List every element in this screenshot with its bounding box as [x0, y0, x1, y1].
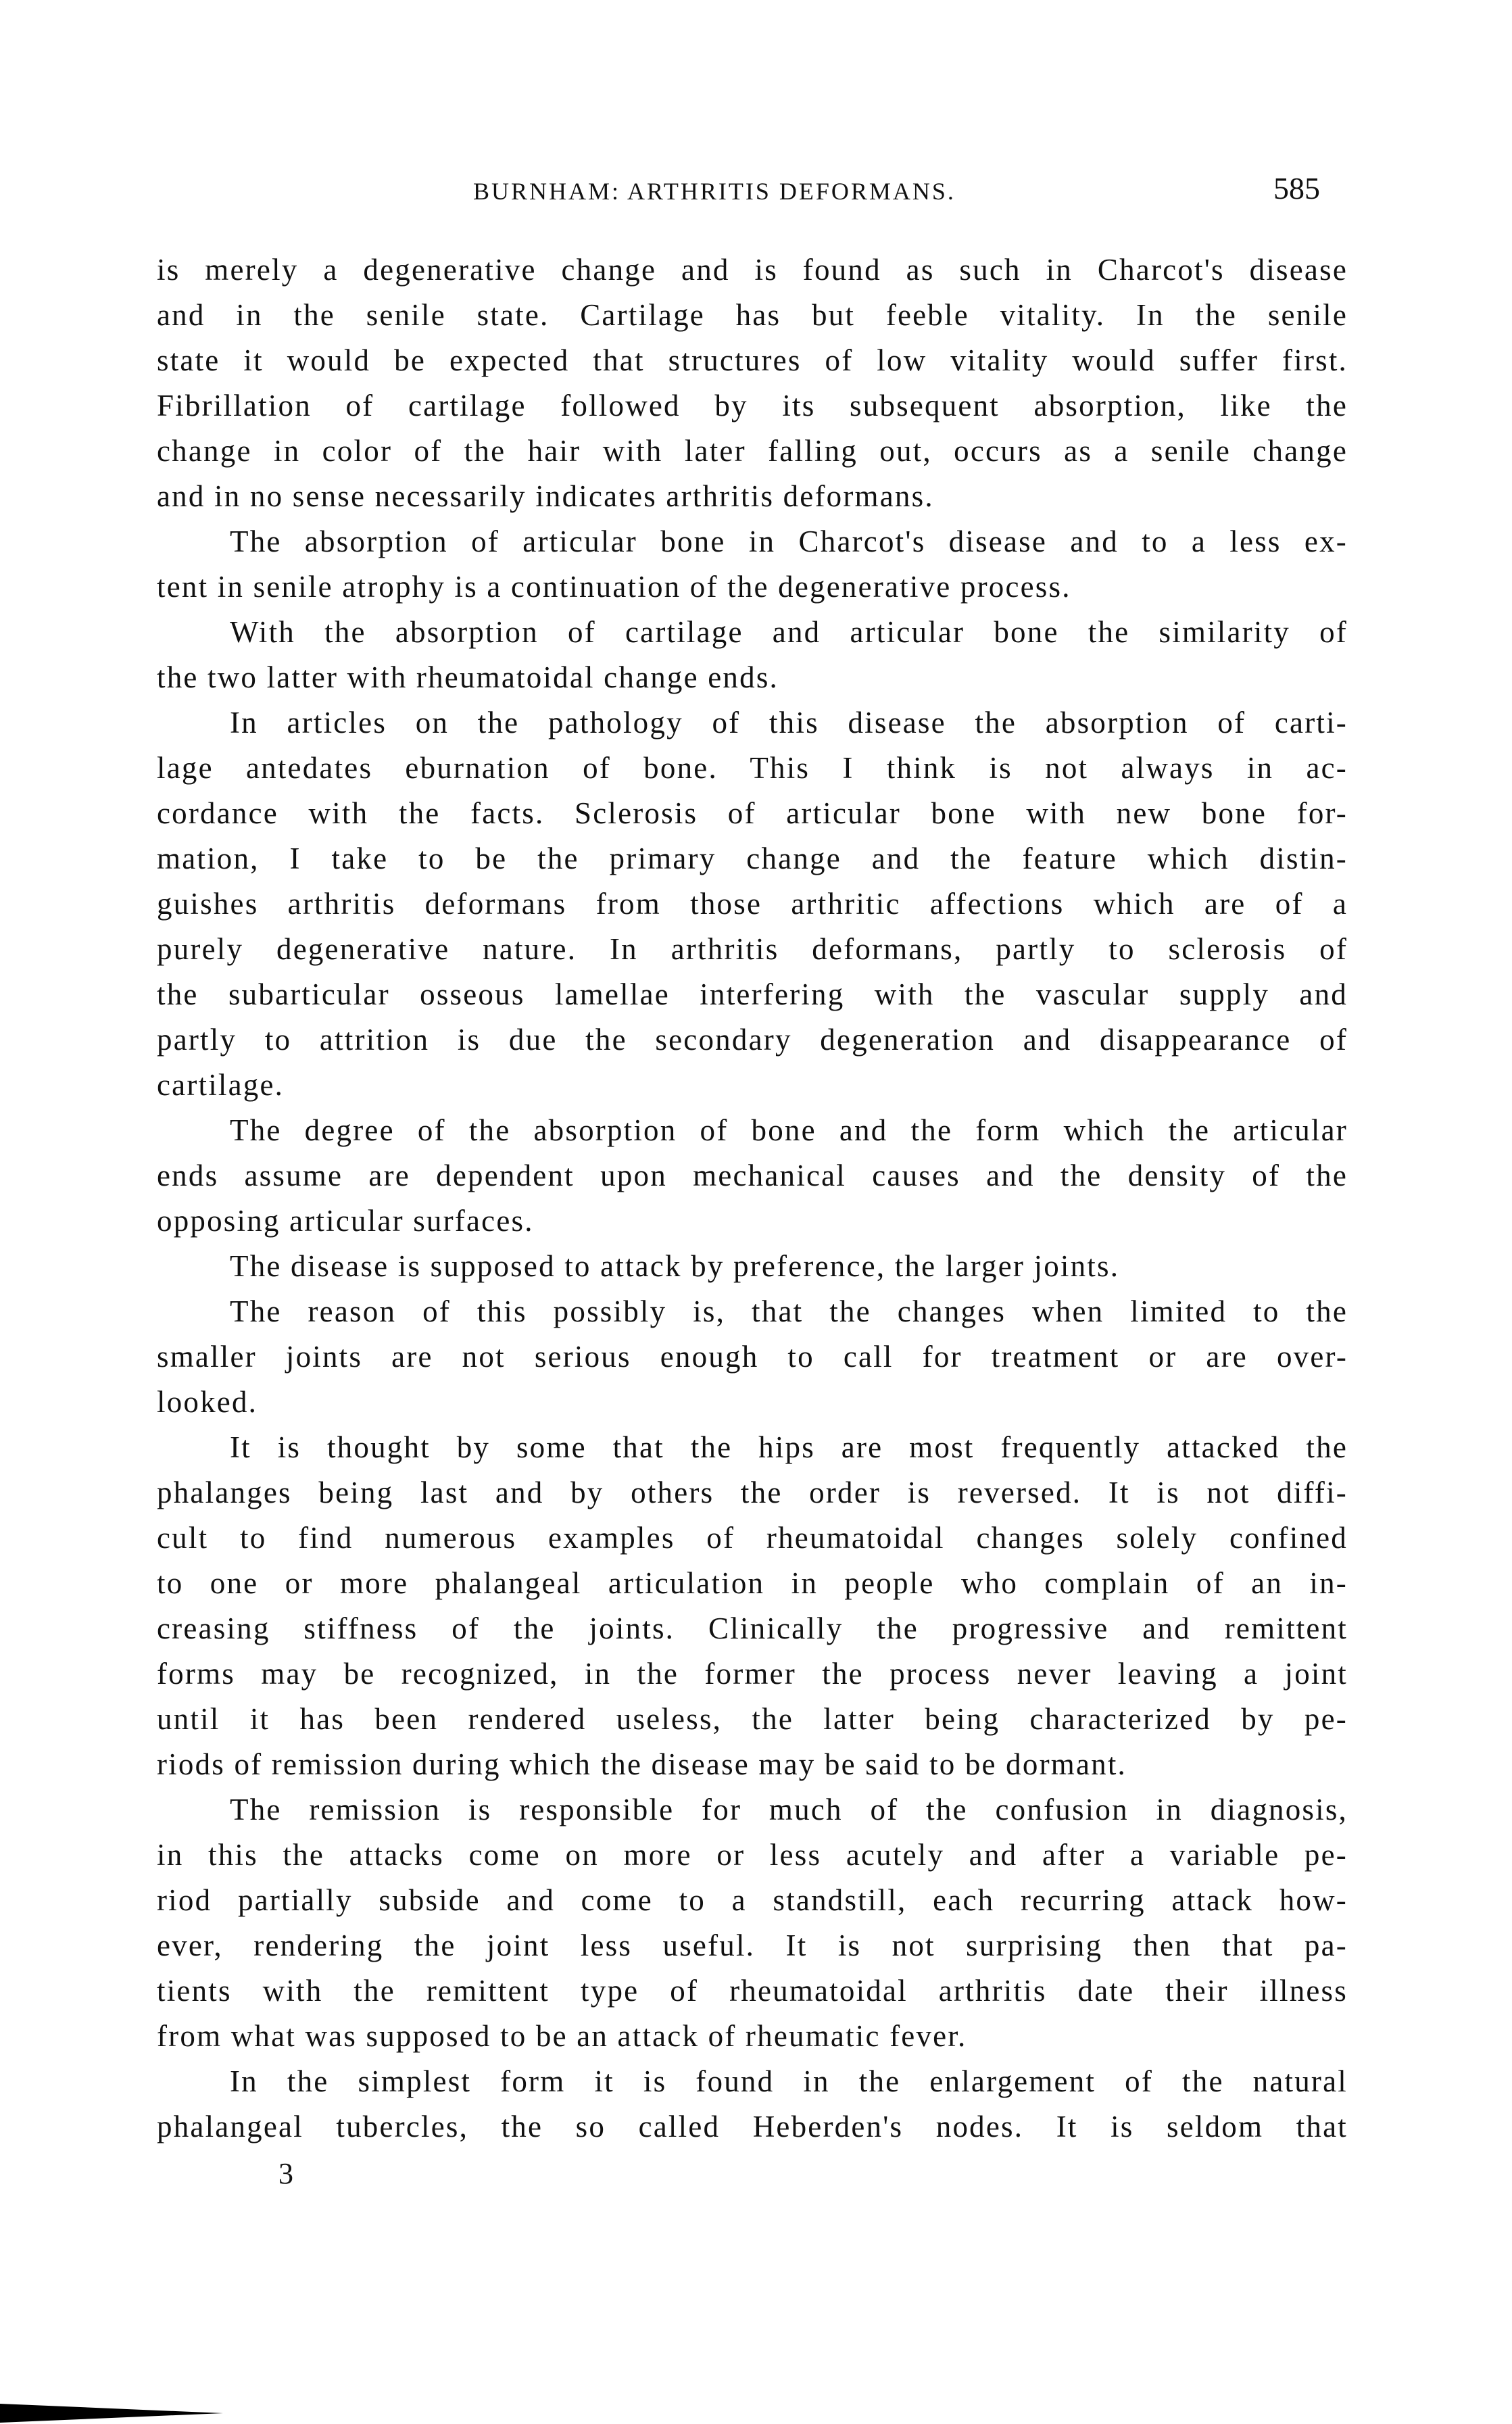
text-line: looked. — [157, 1385, 258, 1419]
paragraph — [157, 610, 1348, 700]
text-line: and in no sense necessarily indicates arthritis deformans. — [157, 479, 934, 513]
text-line: is merely a degenerative change and is found as such in Charcot's disease — [157, 253, 1348, 287]
text-line: opposing articular surfaces. — [157, 1204, 534, 1238]
body-text — [157, 247, 1348, 2150]
text-line: from what was supposed to be an attack of rheumatic fever. — [157, 2019, 967, 2053]
text-line: cartilage. — [157, 1068, 285, 1102]
text-line: purely degenerative nature. In arthritis deformans, partly to sclerosis of — [157, 932, 1348, 966]
text-line: partly to attrition is due the secondary degeneration and disappearance of — [157, 1023, 1348, 1057]
paragraph — [157, 1108, 1348, 1244]
paragraph — [157, 700, 1348, 1108]
text-line: the two latter with rheumatoidal change ends. — [157, 660, 779, 694]
paragraph — [157, 247, 1348, 519]
text-line: state it would be expected that structures of low vitality would suffer first. — [157, 343, 1348, 377]
paragraph — [157, 1289, 1348, 1425]
text-line: The degree of the absorption of bone and the form which the articular — [230, 1113, 1348, 1147]
text-line: riod partially subside and come to a standstill, each recurring attack how- — [157, 1883, 1348, 1917]
text-line: riods of remission during which the disease may be said to be dormant. — [157, 1747, 1127, 1781]
text-line: smaller joints are not serious enough to call for treatment or are over- — [157, 1340, 1348, 1374]
text-line: in this the attacks come on more or less acutely and after a variable pe- — [157, 1838, 1348, 1872]
text-line: change in color of the hair with later falling out, occurs as a senile change — [157, 434, 1348, 468]
signature-mark: 3 — [278, 2157, 293, 2190]
text-line: until it has been rendered useless, the latter being characterized by pe- — [157, 1702, 1348, 1736]
paragraph — [157, 1244, 1348, 1289]
text-line: to one or more phalangeal articulation in people who complain of an in- — [157, 1566, 1348, 1600]
text-line: The reason of this possibly is, that the changes when limited to the — [230, 1294, 1348, 1328]
text-line: The remission is responsible for much of the confusion in diagnosis, — [230, 1793, 1348, 1826]
text-line: guishes arthritis deformans from those arthritic affections which are of a — [157, 887, 1348, 921]
scan-edge-mark — [0, 2404, 223, 2423]
text-line: cordance with the facts. Sclerosis of articular bone with new bone for- — [157, 796, 1348, 830]
text-line: The absorption of articular bone in Charcot's disease and to a less ex- — [230, 525, 1348, 558]
text-line: Fibrillation of cartilage followed by its subsequent absorption, like the — [157, 389, 1348, 422]
page-number: 585 — [1273, 171, 1320, 205]
text-line: tients with the remittent type of rheumatoidal arthritis date their illness — [157, 1974, 1348, 2008]
text-line: In articles on the pathology of this disease the absorption of carti- — [230, 706, 1348, 740]
text-line: cult to find numerous examples of rheumatoidal changes solely confined — [157, 1521, 1348, 1555]
text-line: the subarticular osseous lamellae interfering with the vascular supply and — [157, 977, 1348, 1011]
paragraph — [157, 2059, 1348, 2150]
text-line: With the absorption of cartilage and articular bone the similarity of — [230, 615, 1348, 649]
text-line: creasing stiffness of the joints. Clinically the progressive and remittent — [157, 1611, 1348, 1645]
text-line: In the simplest form it is found in the enlargement of the natural — [230, 2064, 1348, 2098]
text-line: mation, I take to be the primary change and the feature which distin- — [157, 842, 1348, 875]
text-line: lage antedates eburnation of bone. This I think is not always in ac- — [157, 751, 1348, 785]
text-line: phalanges being last and by others the order is reversed. It is not diffi- — [157, 1476, 1348, 1509]
paragraph — [157, 519, 1348, 610]
text-line: phalangeal tubercles, the so called Heberden's nodes. It is seldom that — [157, 2110, 1348, 2143]
text-line: ever, rendering the joint less useful. It is not surprising then that pa- — [157, 1929, 1348, 1962]
text-line: ends assume are dependent upon mechanical causes and the density of the — [157, 1159, 1348, 1192]
paragraph — [157, 1787, 1348, 2059]
text-line: and in the senile state. Cartilage has but feeble vitality. In the senile — [157, 298, 1348, 332]
text-line: tent in senile atrophy is a continuation of the degenerative process. — [157, 570, 1071, 604]
text-line: The disease is supposed to attack by preference, the larger joints. — [230, 1249, 1120, 1283]
paragraph — [157, 1425, 1348, 1787]
text-line: It is thought by some that the hips are most frequently attacked the — [230, 1430, 1348, 1464]
text-line: forms may be recognized, in the former the process never leaving a joint — [157, 1657, 1348, 1691]
running-head: BURNHAM: ARTHRITIS DEFORMANS. — [473, 178, 956, 205]
